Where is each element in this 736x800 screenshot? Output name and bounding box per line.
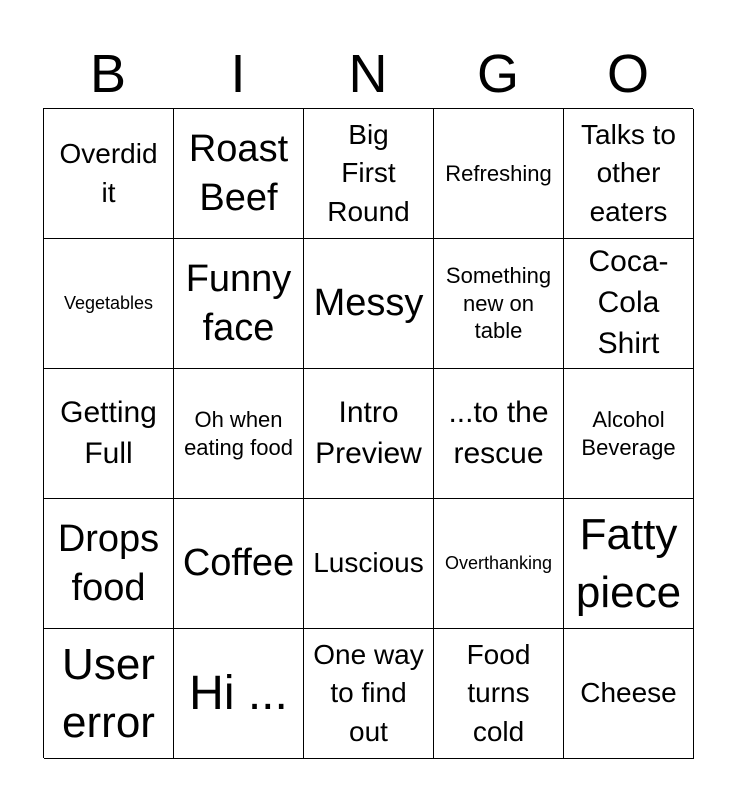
bingo-card xyxy=(43,108,693,758)
cell-text: Cheese xyxy=(580,677,677,709)
bingo-cell[interactable] xyxy=(44,629,174,759)
cell-text: Overdid it xyxy=(59,138,158,208)
bingo-cell[interactable] xyxy=(564,499,694,629)
bingo-cell[interactable] xyxy=(434,499,564,629)
cell-text: Big First Round xyxy=(327,119,410,227)
cell-text: Hi ... xyxy=(189,666,288,720)
header-letter-i: I xyxy=(230,44,246,104)
bingo-cell[interactable] xyxy=(564,109,694,239)
header-letter-b: B xyxy=(89,44,127,104)
cell-text: Fatty piece xyxy=(575,510,682,617)
cell-text: Food turns cold xyxy=(466,639,531,747)
cell-text: Coffee xyxy=(182,542,295,585)
bingo-cell[interactable] xyxy=(304,109,434,239)
bingo-cell[interactable] xyxy=(564,239,694,369)
bingo-cell[interactable] xyxy=(174,499,304,629)
bingo-cell[interactable] xyxy=(434,239,564,369)
cell-text: Intro Preview xyxy=(315,395,422,470)
bingo-cell[interactable] xyxy=(564,369,694,499)
header-letter-o: O xyxy=(606,44,649,104)
bingo-cell[interactable] xyxy=(44,109,174,239)
cell-text: Alcohol Beverage xyxy=(581,406,676,460)
bingo-cell[interactable] xyxy=(304,239,434,369)
bingo-cell[interactable] xyxy=(304,499,434,629)
bingo-cell[interactable] xyxy=(174,629,304,759)
bingo-cell[interactable] xyxy=(44,369,174,499)
cell-text: Something new on table xyxy=(445,262,552,344)
cell-text: Overthanking xyxy=(444,552,553,573)
cell-text: Talks to other eaters xyxy=(581,119,676,227)
bingo-cell[interactable] xyxy=(564,629,694,759)
bingo-cell[interactable] xyxy=(44,499,174,629)
bingo-cell[interactable] xyxy=(174,369,304,499)
bingo-cell[interactable] xyxy=(174,239,304,369)
bingo-cell[interactable] xyxy=(304,629,434,759)
cell-text: Roast Beef xyxy=(188,127,289,219)
cell-text: Getting Full xyxy=(60,395,157,470)
bingo-cell[interactable] xyxy=(304,369,434,499)
bingo-cell[interactable] xyxy=(434,629,564,759)
bingo-cell[interactable] xyxy=(434,109,564,239)
cell-text: ...to the rescue xyxy=(448,395,549,470)
cell-text: Refreshing xyxy=(445,160,552,186)
bingo-cell[interactable] xyxy=(174,109,304,239)
cell-text: Funny face xyxy=(185,257,292,349)
cell-text: Coca-Cola Shirt xyxy=(588,245,669,360)
cell-text: Messy xyxy=(313,282,424,325)
cell-text: User error xyxy=(62,640,155,747)
cell-text: Vegetables xyxy=(63,292,154,313)
bingo-cell[interactable] xyxy=(434,369,564,499)
cell-text: Luscious xyxy=(313,547,424,579)
header-letter-n: N xyxy=(348,44,388,104)
cell-text: One way to find out xyxy=(313,639,424,747)
header-letter-g: G xyxy=(476,44,519,104)
bingo-cell[interactable] xyxy=(44,239,174,369)
cell-text: Drops food xyxy=(57,517,160,609)
bingo-header xyxy=(43,40,693,108)
cell-text: Oh when eating food xyxy=(184,406,293,460)
